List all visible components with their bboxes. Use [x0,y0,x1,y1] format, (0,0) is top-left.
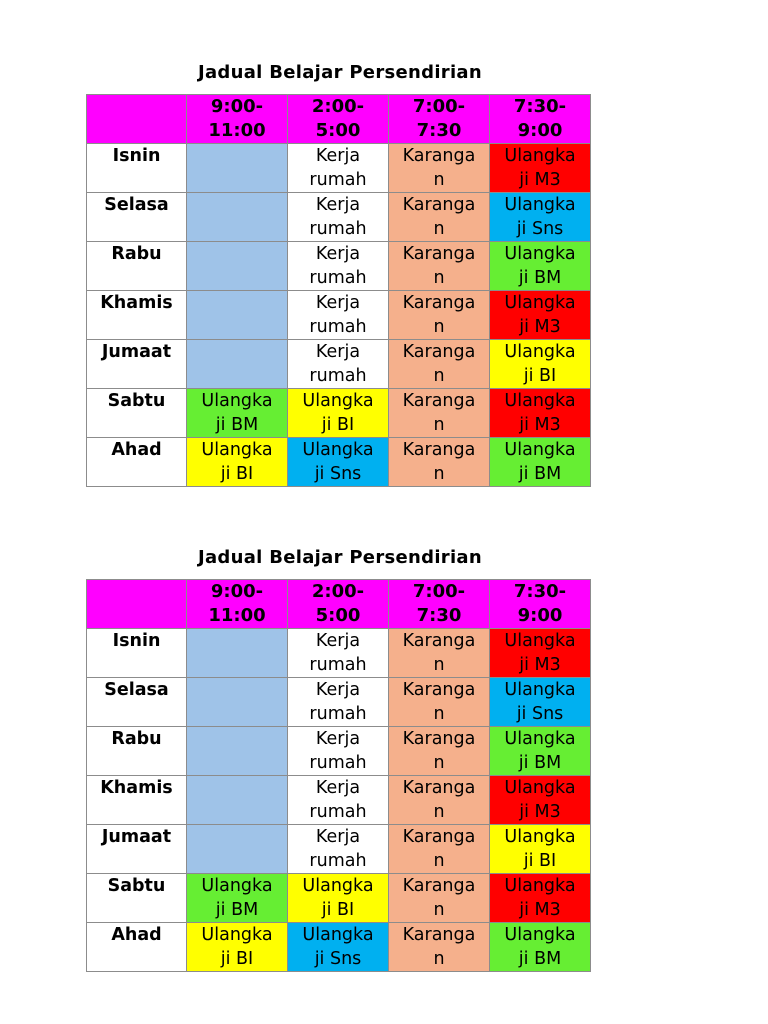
header-corner-cell [87,95,187,144]
table-row [87,144,591,193]
schedule-cell: Karanga n [389,678,490,727]
day-label: Isnin [87,144,187,193]
schedule-cell: Kerja rumah [288,193,389,242]
schedule-cell: Ulangka ji Sns [288,438,389,487]
schedule-cell [187,776,288,825]
schedule-table [86,94,591,487]
table-row [87,291,591,340]
day-label: Khamis [87,291,187,340]
time-slot-header: 9:00- 11:00 [187,95,288,144]
schedule-cell: Ulangka ji BI [288,389,389,438]
schedule-cell: Ulangka ji BI [490,825,591,874]
schedule-cell: Karanga n [389,874,490,923]
schedule-cell: Kerja rumah [288,776,389,825]
day-label: Jumaat [87,825,187,874]
schedule-cell: Ulangka ji Sns [490,678,591,727]
timetable-title: Jadual Belajar Persendirian [197,62,482,83]
schedule-cell: Ulangka ji M3 [490,874,591,923]
schedule-cell: Karanga n [389,389,490,438]
table-row [87,923,591,972]
timetable-block [86,543,590,972]
day-label: Rabu [87,242,187,291]
schedule-cell [187,727,288,776]
day-label: Rabu [87,727,187,776]
schedule-cell: Ulangka ji Sns [288,923,389,972]
schedule-cell: Ulangka ji BM [490,438,591,487]
time-slot-header: 7:30- 9:00 [490,95,591,144]
schedule-cell [187,678,288,727]
schedule-cell: Kerja rumah [288,291,389,340]
schedule-cell [187,629,288,678]
schedule-cell: Kerja rumah [288,825,389,874]
schedule-cell: Ulangka ji M3 [490,291,591,340]
schedule-cell: Karanga n [389,727,490,776]
schedule-cell: Ulangka ji M3 [490,629,591,678]
schedule-cell: Karanga n [389,629,490,678]
time-slot-header: 2:00- 5:00 [288,95,389,144]
schedule-cell [187,825,288,874]
table-row [87,193,591,242]
schedule-cell: Karanga n [389,825,490,874]
schedule-cell: Kerja rumah [288,727,389,776]
time-slot-header: 7:30- 9:00 [490,580,591,629]
schedule-cell: Ulangka ji M3 [490,389,591,438]
day-label: Sabtu [87,874,187,923]
schedule-cell: Ulangka ji BI [187,923,288,972]
table-row [87,825,591,874]
day-label: Khamis [87,776,187,825]
schedule-cell: Ulangka ji BI [490,340,591,389]
schedule-cell: Karanga n [389,438,490,487]
header-corner-cell [87,580,187,629]
header-row [87,95,591,144]
day-label: Ahad [87,923,187,972]
day-label: Isnin [87,629,187,678]
table-row [87,776,591,825]
schedule-cell [187,291,288,340]
schedule-cell: Ulangka ji BM [187,389,288,438]
day-label: Selasa [87,678,187,727]
table-row [87,340,591,389]
schedule-cell: Kerja rumah [288,629,389,678]
table-row [87,242,591,291]
table-row [87,389,591,438]
table-row [87,874,591,923]
timetable-block [86,58,590,487]
schedule-cell: Ulangka ji M3 [490,144,591,193]
schedule-cell: Karanga n [389,193,490,242]
schedule-cell: Ulangka ji BI [187,438,288,487]
schedule-cell [187,242,288,291]
schedule-cell: Karanga n [389,242,490,291]
time-slot-header: 9:00- 11:00 [187,580,288,629]
schedule-cell [187,340,288,389]
time-slot-header: 2:00- 5:00 [288,580,389,629]
schedule-cell: Ulangka ji Sns [490,193,591,242]
table-row [87,438,591,487]
schedule-cell: Karanga n [389,923,490,972]
schedule-cell: Karanga n [389,291,490,340]
schedule-cell [187,144,288,193]
schedule-cell: Ulangka ji BM [490,727,591,776]
header-row [87,580,591,629]
schedule-cell: Karanga n [389,340,490,389]
schedule-cell: Ulangka ji M3 [490,776,591,825]
schedule-cell: Kerja rumah [288,340,389,389]
schedule-table [86,579,591,972]
schedule-cell: Ulangka ji BM [490,923,591,972]
day-label: Sabtu [87,389,187,438]
time-slot-header: 7:00- 7:30 [389,580,490,629]
schedule-cell: Karanga n [389,776,490,825]
table-row [87,727,591,776]
day-label: Ahad [87,438,187,487]
schedule-cell: Ulangka ji BI [288,874,389,923]
schedule-cell: Ulangka ji BM [490,242,591,291]
day-label: Selasa [87,193,187,242]
schedule-cell: Kerja rumah [288,678,389,727]
table-row [87,678,591,727]
schedule-cell [187,193,288,242]
schedule-cell: Kerja rumah [288,242,389,291]
time-slot-header: 7:00- 7:30 [389,95,490,144]
schedule-cell: Ulangka ji BM [187,874,288,923]
day-label: Jumaat [87,340,187,389]
schedule-cell: Karanga n [389,144,490,193]
schedule-cell: Kerja rumah [288,144,389,193]
table-row [87,629,591,678]
timetable-title: Jadual Belajar Persendirian [197,547,482,568]
